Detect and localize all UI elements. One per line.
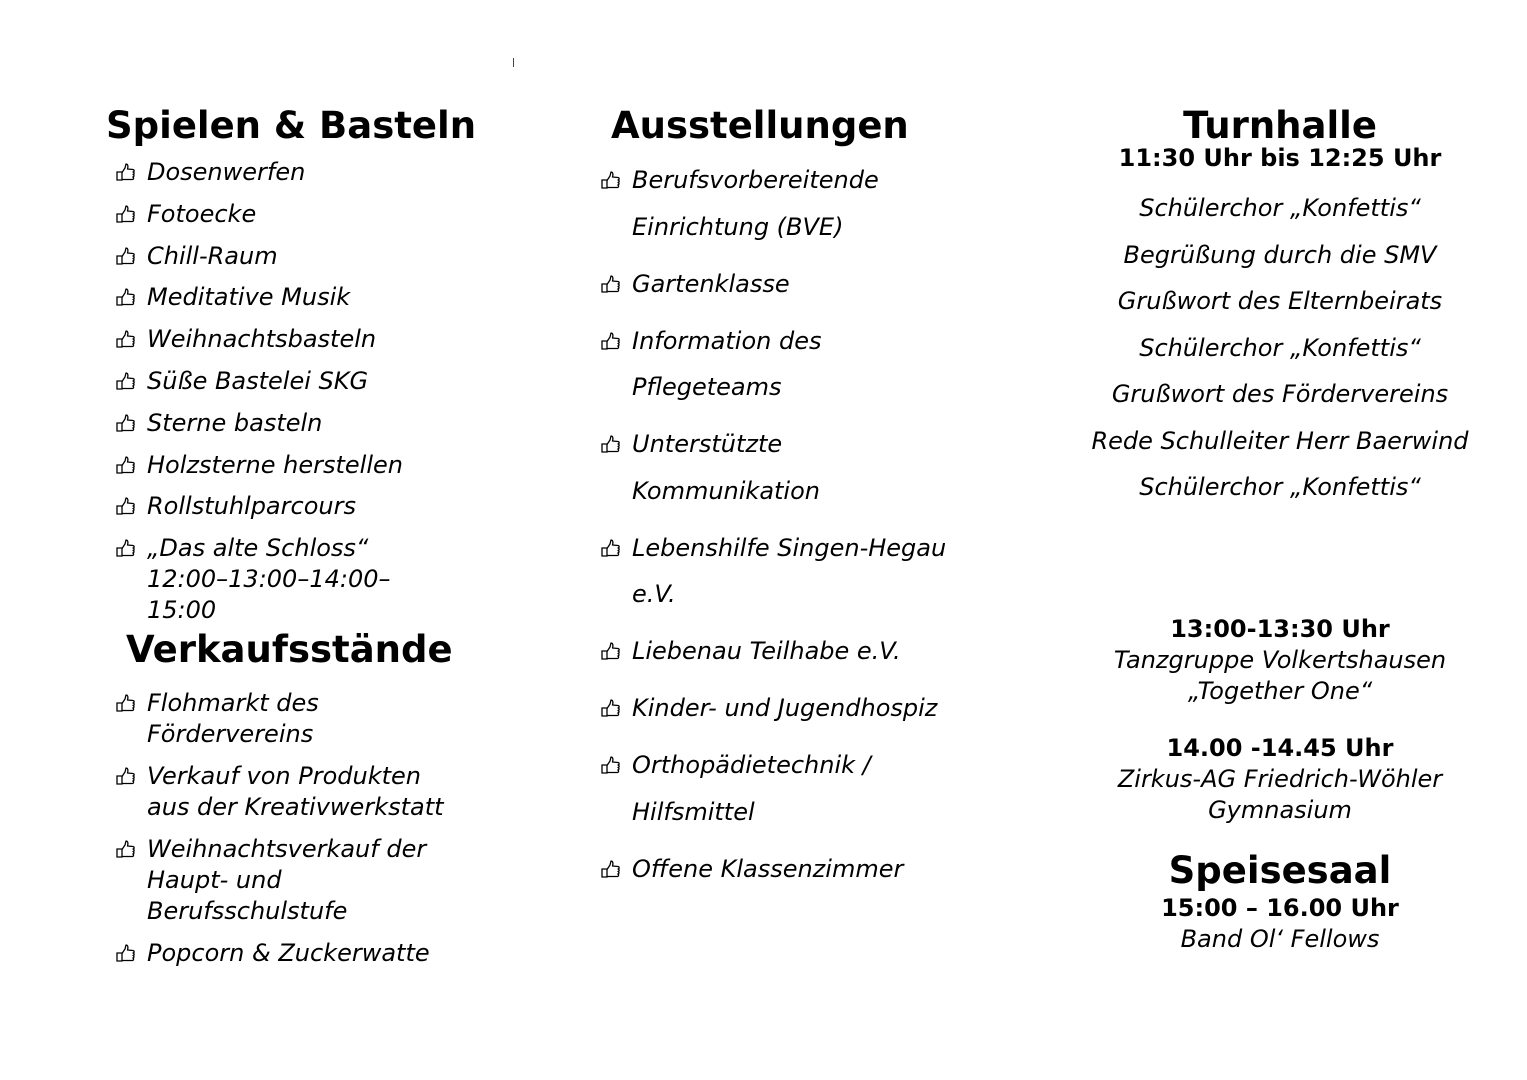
speisesaal-time: 15:00 – 16.00 Uhr	[1161, 894, 1399, 922]
heading-ausstellungen: Ausstellungen	[611, 104, 909, 147]
pointing-hand-icon	[114, 495, 136, 517]
pointing-hand-icon	[114, 537, 136, 559]
list-spielen-basteln	[114, 157, 506, 626]
list-ausstellungen	[599, 157, 1011, 892]
list-item: Information des Pflegeteams	[599, 318, 1011, 411]
list-item: Holzsterne herstellen	[114, 450, 506, 481]
list-item: Dosenwerfen	[114, 157, 506, 188]
pointing-hand-icon	[114, 286, 136, 308]
event-desc: „Together One“	[1187, 677, 1373, 705]
pointing-hand-icon	[599, 330, 621, 352]
list-item: Liebenau Teilhabe e.V.	[599, 628, 1011, 675]
program-item: Rede Schulleiter Herr Baerwind	[1091, 426, 1469, 455]
turnhalle-time: 11:30 Uhr bis 12:25 Uhr	[1118, 144, 1442, 172]
list-item: Weihnachtsbasteln	[114, 324, 506, 355]
pointing-hand-icon	[599, 697, 621, 719]
pointing-hand-icon	[114, 412, 136, 434]
pointing-hand-icon	[114, 692, 136, 714]
pointing-hand-icon	[599, 537, 621, 559]
list-item: Weihnachtsverkauf der Haupt- und Berufsschulstufe	[114, 834, 506, 927]
list-item: Gartenklasse	[599, 261, 1011, 308]
event-time: 13:00-13:30 Uhr	[1170, 615, 1390, 643]
program-item: Schülerchor „Konfettis“	[1139, 194, 1421, 222]
event-zirkus	[1080, 733, 1480, 826]
list-item: Lebenshilfe Singen-Hegau e.V.	[599, 525, 1011, 618]
list-item: Fotoecke	[114, 199, 506, 230]
event-desc: Gymnasium	[1208, 796, 1352, 824]
list-verkaufsstaende	[114, 688, 506, 969]
list-item: Chill-Raum	[114, 241, 506, 272]
list-item: Unterstützte Kommunikation	[599, 421, 1011, 514]
pointing-hand-icon	[599, 433, 621, 455]
pointing-hand-icon	[114, 838, 136, 860]
pointing-hand-icon	[599, 169, 621, 191]
section-speisesaal	[1080, 849, 1480, 955]
pointing-hand-icon	[114, 765, 136, 787]
program-item: Schülerchor „Konfettis“	[1139, 473, 1421, 501]
heading-speisesaal: Speisesaal	[1168, 849, 1392, 892]
list-item: Sterne basteln	[114, 408, 506, 439]
column-spielen-verkauf	[106, 104, 506, 980]
event-tanzgruppe	[1080, 614, 1480, 707]
list-item: Flohmarkt des Fördervereins	[114, 688, 506, 750]
list-item: Offene Klassenzimmer	[599, 846, 1011, 893]
heading-spielen-basteln: Spielen & Basteln	[106, 104, 477, 147]
pointing-hand-icon	[114, 328, 136, 350]
pointing-hand-icon	[599, 640, 621, 662]
pointing-hand-icon	[114, 203, 136, 225]
turnhalle-program	[1080, 185, 1480, 511]
heading-turnhalle: Turnhalle	[1183, 104, 1377, 147]
column-ausstellungen	[611, 104, 1011, 903]
list-item: Rollstuhlparcours	[114, 491, 506, 522]
list-item: Orthopädietechnik / Hilfsmittel	[599, 742, 1011, 835]
list-item-schloss: „Das alte Schloss“ 12:00–13:00–14:00– 15:00	[114, 533, 506, 626]
list-item: Berufsvorbereitende Einrichtung (BVE)	[599, 157, 1011, 250]
program-item: Begrüßung durch die SMV	[1123, 240, 1437, 269]
speisesaal-band: Band Ol‘ Fellows	[1180, 925, 1380, 953]
page-tick-mark	[513, 58, 514, 67]
list-item: Kinder- und Jugendhospiz	[599, 685, 1011, 732]
pointing-hand-icon	[599, 273, 621, 295]
pointing-hand-icon	[114, 942, 136, 964]
event-time: 14.00 -14.45 Uhr	[1166, 734, 1394, 762]
list-item: Meditative Musik	[114, 282, 506, 313]
list-item: Popcorn & Zuckerwatte	[114, 938, 506, 969]
program-item: Grußwort des Elternbeirats	[1117, 287, 1443, 315]
pointing-hand-icon	[599, 858, 621, 880]
pointing-hand-icon	[114, 370, 136, 392]
column-turnhalle	[1080, 104, 1480, 953]
pointing-hand-icon	[114, 245, 136, 267]
program-item: Grußwort des Fördervereins	[1111, 380, 1449, 408]
program-item: Schülerchor „Konfettis“	[1139, 333, 1421, 362]
pointing-hand-icon	[114, 454, 136, 476]
pointing-hand-icon	[599, 754, 621, 776]
pointing-hand-icon	[114, 161, 136, 183]
event-desc: Tanzgruppe Volkertshausen	[1113, 646, 1447, 674]
list-item: Verkauf von Produkten aus der Kreativwerkstatt	[114, 761, 506, 823]
heading-verkaufsstaende: Verkaufsstände	[126, 628, 453, 672]
event-desc: Zirkus-AG Friedrich-Wöhler	[1117, 765, 1443, 793]
list-item: Süße Bastelei SKG	[114, 366, 506, 397]
